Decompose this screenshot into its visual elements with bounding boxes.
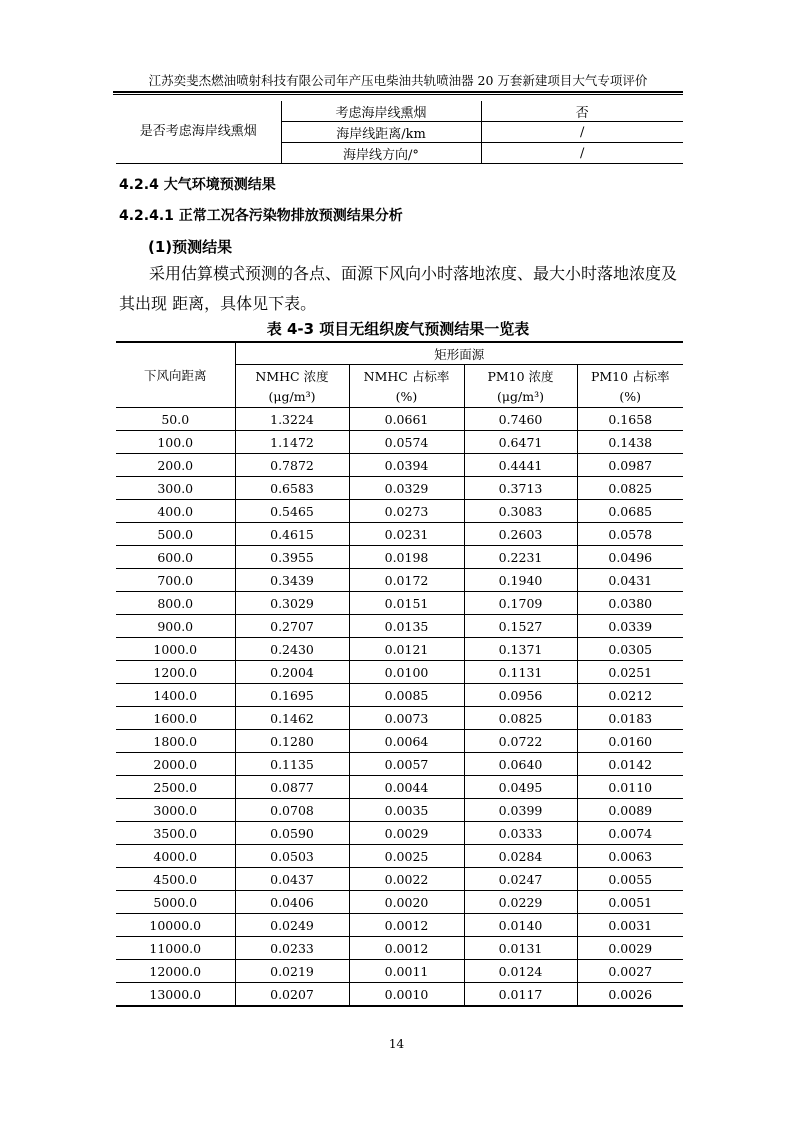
table-row	[116, 960, 683, 983]
table-cell: 0.7872	[235, 454, 349, 477]
col-unit: (%)	[577, 386, 683, 408]
paragraph-line-2: 其出现 距离，具体见下表。	[119, 294, 317, 313]
table-cell: 0.0198	[349, 546, 464, 569]
table-cell: 0.0035	[349, 799, 464, 822]
coastline-param: 考虑海岸线熏烟	[281, 101, 481, 122]
subsection-heading: (1)预测结果	[148, 238, 233, 256]
table-row	[116, 891, 683, 914]
table-cell: 600.0	[116, 546, 235, 569]
table-row	[116, 776, 683, 799]
coastline-value: /	[481, 143, 683, 164]
table-cell: 0.1527	[464, 615, 577, 638]
table-cell: 3000.0	[116, 799, 235, 822]
table-row	[116, 477, 683, 500]
table-cell: 10000.0	[116, 914, 235, 937]
table-cell: 0.0051	[577, 891, 683, 914]
table-cell: 0.0172	[349, 569, 464, 592]
table-cell: 13000.0	[116, 983, 235, 1007]
table-cell: 0.0503	[235, 845, 349, 868]
table-cell: 0.0183	[577, 707, 683, 730]
table-cell: 0.3955	[235, 546, 349, 569]
table-row	[116, 799, 683, 822]
table-cell: 0.0100	[349, 661, 464, 684]
table-cell: 0.1709	[464, 592, 577, 615]
table-cell: 0.0877	[235, 776, 349, 799]
table-cell: 0.5465	[235, 500, 349, 523]
table-cell: 0.3029	[235, 592, 349, 615]
intro-paragraph	[119, 259, 684, 319]
table-cell: 0.0044	[349, 776, 464, 799]
col-group-header: 矩形面源	[235, 342, 683, 365]
table-row	[116, 914, 683, 937]
table-cell: 0.0055	[577, 868, 683, 891]
table-cell: 0.1280	[235, 730, 349, 753]
table-cell: 0.0110	[577, 776, 683, 799]
header-rule	[113, 91, 683, 93]
table-cell: 0.0151	[349, 592, 464, 615]
page-header: 江苏奕斐杰燃油喷射科技有限公司年产压电柴油共轨喷油器 20 万套新建项目大气专项评价	[148, 73, 648, 88]
table-cell: 0.0057	[349, 753, 464, 776]
table-cell: 50.0	[116, 408, 235, 431]
table-cell: 0.0284	[464, 845, 577, 868]
table-cell: 100.0	[116, 431, 235, 454]
table-cell: 0.3713	[464, 477, 577, 500]
table-cell: 0.0273	[349, 500, 464, 523]
table-cell: 0.0987	[577, 454, 683, 477]
table-cell: 1200.0	[116, 661, 235, 684]
col-header: NMHC 浓度	[235, 365, 349, 387]
table-cell: 0.1462	[235, 707, 349, 730]
table-cell: 0.0207	[235, 983, 349, 1007]
table-cell: 0.0233	[235, 937, 349, 960]
table-cell: 3500.0	[116, 822, 235, 845]
table-cell: 0.0685	[577, 500, 683, 523]
table-cell: 0.0020	[349, 891, 464, 914]
table-cell: 0.0140	[464, 914, 577, 937]
table-cell: 0.0131	[464, 937, 577, 960]
table-row	[116, 523, 683, 546]
table-cell: 800.0	[116, 592, 235, 615]
table-row	[116, 661, 683, 684]
coastline-value: 否	[481, 101, 683, 122]
table-cell: 200.0	[116, 454, 235, 477]
table-row	[116, 615, 683, 638]
table-cell: 0.4441	[464, 454, 577, 477]
table-cell: 0.2430	[235, 638, 349, 661]
prediction-results-table	[116, 341, 683, 1007]
table-row	[116, 983, 683, 1007]
table-cell: 500.0	[116, 523, 235, 546]
table-row	[116, 408, 683, 431]
table-cell: 0.0031	[577, 914, 683, 937]
table-cell: 0.0012	[349, 914, 464, 937]
table-cell: 0.0085	[349, 684, 464, 707]
table-cell: 0.0496	[577, 546, 683, 569]
table-row	[116, 868, 683, 891]
table-cell: 0.0027	[577, 960, 683, 983]
table-cell: 0.0089	[577, 799, 683, 822]
table-cell: 0.1135	[235, 753, 349, 776]
table-row	[116, 569, 683, 592]
table-cell: 0.0025	[349, 845, 464, 868]
table-cell: 0.6471	[464, 431, 577, 454]
table-cell: 4000.0	[116, 845, 235, 868]
table-cell: 12000.0	[116, 960, 235, 983]
paragraph-line	[119, 259, 684, 289]
table-row	[116, 730, 683, 753]
paragraph-line-1: 采用估算模式预测的各点、面源下风向小时落地浓度、最大小时落地浓度及	[149, 264, 678, 283]
table-cell: 0.0142	[577, 753, 683, 776]
table-cell: 900.0	[116, 615, 235, 638]
table-row	[116, 822, 683, 845]
table-cell: 11000.0	[116, 937, 235, 960]
table-cell: 0.1371	[464, 638, 577, 661]
table-cell: 0.0339	[577, 615, 683, 638]
coastline-param: 海岸线距离/km	[281, 122, 481, 143]
table-cell: 0.7460	[464, 408, 577, 431]
table-cell: 0.0399	[464, 799, 577, 822]
col-header-distance: 下风向距离	[116, 342, 235, 408]
table-cell: 0.0640	[464, 753, 577, 776]
header-rule-thin	[113, 94, 683, 95]
table-cell: 0.0329	[349, 477, 464, 500]
table-row	[116, 937, 683, 960]
table-cell: 0.0074	[577, 822, 683, 845]
table-cell: 0.0431	[577, 569, 683, 592]
table-cell: 0.0029	[349, 822, 464, 845]
table-cell: 0.0380	[577, 592, 683, 615]
table-row	[116, 500, 683, 523]
table-row	[116, 684, 683, 707]
table-cell: 0.1131	[464, 661, 577, 684]
table-cell: 0.0135	[349, 615, 464, 638]
table-cell: 0.2231	[464, 546, 577, 569]
table-cell: 0.0064	[349, 730, 464, 753]
coastline-param: 海岸线方向/°	[281, 143, 481, 164]
table-cell: 0.0073	[349, 707, 464, 730]
table-cell: 1400.0	[116, 684, 235, 707]
table-cell: 0.0026	[577, 983, 683, 1007]
table-cell: 1800.0	[116, 730, 235, 753]
col-header: PM10 浓度	[464, 365, 577, 387]
table-cell: 0.0160	[577, 730, 683, 753]
table-row	[116, 431, 683, 454]
table-cell: 0.0012	[349, 937, 464, 960]
table-cell: 0.0229	[464, 891, 577, 914]
table-cell: 0.0251	[577, 661, 683, 684]
table-cell: 0.1438	[577, 431, 683, 454]
table-cell: 1.1472	[235, 431, 349, 454]
table-cell: 1.3224	[235, 408, 349, 431]
table-cell: 4500.0	[116, 868, 235, 891]
col-header: PM10 占标率	[577, 365, 683, 387]
table-cell: 0.0825	[577, 477, 683, 500]
table-cell: 0.3083	[464, 500, 577, 523]
table-cell: 0.1695	[235, 684, 349, 707]
table-cell: 0.0437	[235, 868, 349, 891]
table-cell: 0.0406	[235, 891, 349, 914]
table-row	[116, 638, 683, 661]
table-cell: 0.0121	[349, 638, 464, 661]
table-cell: 0.0578	[577, 523, 683, 546]
table-cell: 0.0305	[577, 638, 683, 661]
table-cell: 0.0590	[235, 822, 349, 845]
table-row	[116, 546, 683, 569]
table-cell: 0.3439	[235, 569, 349, 592]
table-row	[116, 707, 683, 730]
section-heading-4-2-4: 4.2.4 大气环境预测结果	[119, 177, 276, 193]
coastline-value: /	[481, 122, 683, 143]
table-cell: 0.0011	[349, 960, 464, 983]
table-cell: 0.0029	[577, 937, 683, 960]
table-cell: 0.0722	[464, 730, 577, 753]
table-cell: 0.0212	[577, 684, 683, 707]
table-cell: 0.1940	[464, 569, 577, 592]
table-cell: 0.2004	[235, 661, 349, 684]
col-unit: (μg/m³)	[464, 386, 577, 408]
col-unit: (μg/m³)	[235, 386, 349, 408]
col-header: NMHC 占标率	[349, 365, 464, 387]
table-cell: 0.4615	[235, 523, 349, 546]
table-cell: 0.0010	[349, 983, 464, 1007]
table-cell: 0.0394	[349, 454, 464, 477]
table-cell: 5000.0	[116, 891, 235, 914]
table-cell: 0.0956	[464, 684, 577, 707]
table-cell: 0.2707	[235, 615, 349, 638]
table-cell: 0.0117	[464, 983, 577, 1007]
table-cell: 2000.0	[116, 753, 235, 776]
table-cell: 0.1658	[577, 408, 683, 431]
table-cell: 1000.0	[116, 638, 235, 661]
table-cell: 0.0708	[235, 799, 349, 822]
table-cell: 700.0	[116, 569, 235, 592]
table-row	[116, 753, 683, 776]
table-caption: 表 4-3 项目无组织废气预测结果一览表	[266, 320, 530, 338]
section-heading-4-2-4-1: 4.2.4.1 正常工况各污染物排放预测结果分析	[119, 208, 403, 224]
table-cell: 0.0574	[349, 431, 464, 454]
table-cell: 400.0	[116, 500, 235, 523]
table-row	[116, 845, 683, 868]
coastline-fumigation-table	[116, 101, 683, 164]
table-row	[116, 454, 683, 477]
table-cell: 0.0249	[235, 914, 349, 937]
table-cell: 0.0495	[464, 776, 577, 799]
table-cell: 2500.0	[116, 776, 235, 799]
table-row	[116, 592, 683, 615]
page-number: 14	[388, 1037, 405, 1051]
table-cell: 0.0333	[464, 822, 577, 845]
table-cell: 0.0022	[349, 868, 464, 891]
table-cell: 0.0124	[464, 960, 577, 983]
table-cell: 0.6583	[235, 477, 349, 500]
table-cell: 0.0247	[464, 868, 577, 891]
table-cell: 300.0	[116, 477, 235, 500]
table-cell: 0.0063	[577, 845, 683, 868]
col-unit: (%)	[349, 386, 464, 408]
table-cell: 0.0231	[349, 523, 464, 546]
table-cell: 0.2603	[464, 523, 577, 546]
table-cell: 0.0661	[349, 408, 464, 431]
table-cell: 1600.0	[116, 707, 235, 730]
coastline-row-label: 是否考虑海岸线熏烟	[116, 101, 281, 164]
table-cell: 0.0219	[235, 960, 349, 983]
table-cell: 0.0825	[464, 707, 577, 730]
